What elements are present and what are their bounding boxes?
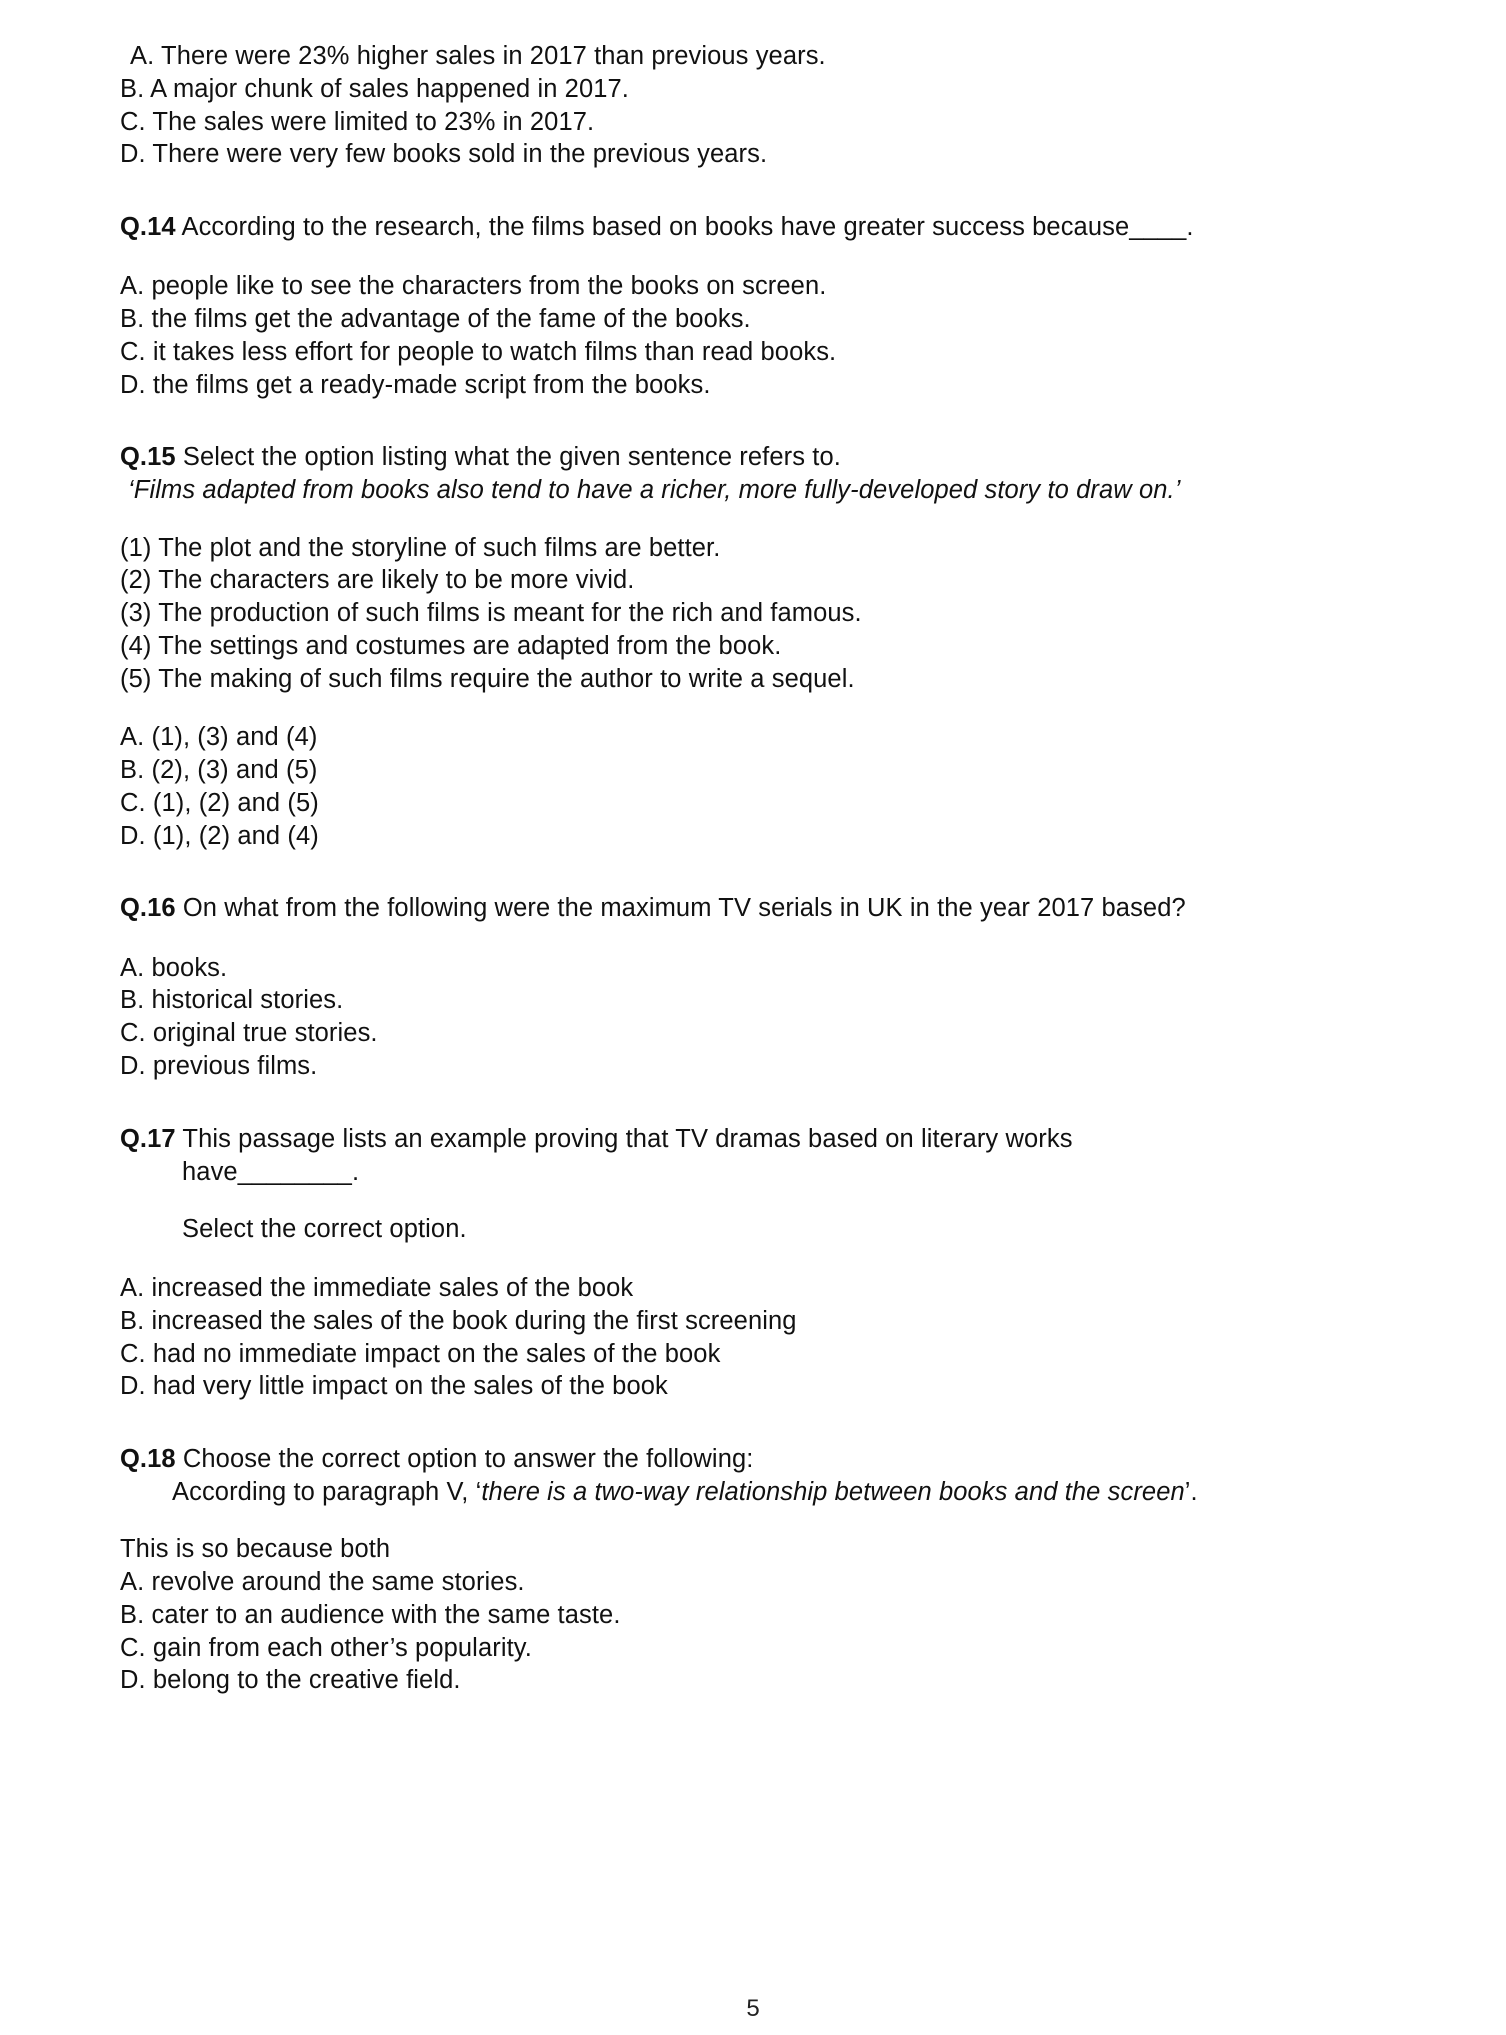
- question-text: On what from the following were the maximum TV serials in UK in the year 2017 based?: [182, 894, 1186, 923]
- question-stem: [120, 1123, 1411, 1156]
- option-item: B. cater to an audience with the same taste.: [120, 1600, 621, 1629]
- option-item: A. increased the immediate sales of the book: [120, 1274, 634, 1303]
- option-item: C. it takes less effort for people to watch films than read books.: [120, 337, 837, 366]
- option-item: B. historical stories.: [120, 986, 344, 1015]
- option-item: C. gain from each other’s popularity.: [120, 1633, 532, 1662]
- question-label: Q.18: [120, 1445, 176, 1474]
- question-label: Q.14: [120, 213, 176, 242]
- option-item: D. There were very few books sold in the previous years.: [120, 140, 768, 169]
- option-item: D. had very little impact on the sales of the book: [120, 1372, 668, 1401]
- question-q18: [120, 1443, 1411, 1509]
- question-quote: ‘Films adapted from books also tend to have a richer, more fully-developed story to draw on.’: [128, 476, 1181, 505]
- subtext-quote: there is a two-way relationship between books and the screen: [481, 1478, 1185, 1507]
- question-options-q14: [120, 270, 1411, 401]
- option-item: D. the films get a ready-made script from the books.: [120, 370, 711, 399]
- option-item: A. people like to see the characters from the books on screen.: [120, 272, 827, 301]
- question-text: Select the option listing what the given sentence refers to.: [182, 443, 841, 472]
- option-item: D. (1), (2) and (4): [120, 821, 319, 850]
- question-q15: [120, 441, 1411, 507]
- question-subtext: [120, 1476, 1411, 1509]
- question-stem: [120, 1443, 1411, 1476]
- question-text: Choose the correct option to answer the following:: [182, 1445, 754, 1474]
- option-item: B. A major chunk of sales happened in 2017.: [120, 74, 629, 103]
- question-stem: [120, 892, 1411, 925]
- question-q16: [120, 892, 1411, 925]
- question-label: Q.17: [120, 1124, 176, 1153]
- question-stem-continued: have________.: [182, 1157, 360, 1186]
- statement-item: (3) The production of such films is meant for the rich and famous.: [120, 599, 862, 628]
- option-item: B. the films get the advantage of the fame of the books.: [120, 304, 751, 333]
- question-stem: [120, 441, 1411, 474]
- question-stem: [120, 211, 1411, 244]
- question-q17: [120, 1123, 1411, 1189]
- statement-item: (4) The settings and costumes are adapted from the book.: [120, 631, 782, 660]
- option-item: A. There were 23% higher sales in 2017 than previous years.: [130, 42, 826, 70]
- instruction-text: Select the correct option.: [182, 1214, 467, 1243]
- page-number: 5: [746, 1995, 760, 2022]
- option-item: A. revolve around the same stories.: [120, 1568, 525, 1597]
- question-text: This passage lists an example proving that TV dramas based on literary works: [182, 1124, 1073, 1153]
- option-item: B. (2), (3) and (5): [120, 756, 318, 785]
- option-item: A. books.: [120, 953, 228, 982]
- question-label: Q.16: [120, 894, 176, 923]
- statement-item: (2) The characters are likely to be more vivid.: [120, 566, 635, 595]
- option-item: D. belong to the creative field.: [120, 1666, 461, 1695]
- option-item: C. had no immediate impact on the sales of the book: [120, 1339, 721, 1368]
- statement-item: (5) The making of such films require the author to write a sequel.: [120, 664, 855, 693]
- question-options-q17: [120, 1272, 1411, 1403]
- option-item: D. previous films.: [120, 1051, 318, 1080]
- question-options-q15: [120, 721, 1411, 852]
- question-label: Q.15: [120, 443, 176, 472]
- option-item: C. original true stories.: [120, 1019, 378, 1048]
- option-item: C. (1), (2) and (5): [120, 788, 319, 817]
- question-statements-q15: [120, 532, 1411, 696]
- option-lead-in: This is so because both: [120, 1535, 391, 1564]
- question-options-q18: [120, 1533, 1411, 1697]
- question-options-q13: [120, 40, 1411, 171]
- subtext-suffix: ’.: [1184, 1478, 1198, 1507]
- option-item: B. increased the sales of the book during the first screening: [120, 1306, 797, 1335]
- question-options-q16: [120, 952, 1411, 1083]
- subtext-prefix: According to paragraph V, ‘: [172, 1478, 482, 1507]
- question-instruction-q17: [120, 1213, 1411, 1246]
- question-q14: [120, 211, 1411, 244]
- question-text: According to the research, the films based on books have greater success because____.: [181, 213, 1194, 242]
- option-item: A. (1), (3) and (4): [120, 723, 318, 752]
- statement-item: (1) The plot and the storyline of such films are better.: [120, 533, 721, 562]
- option-item: C. The sales were limited to 23% in 2017.: [120, 107, 595, 136]
